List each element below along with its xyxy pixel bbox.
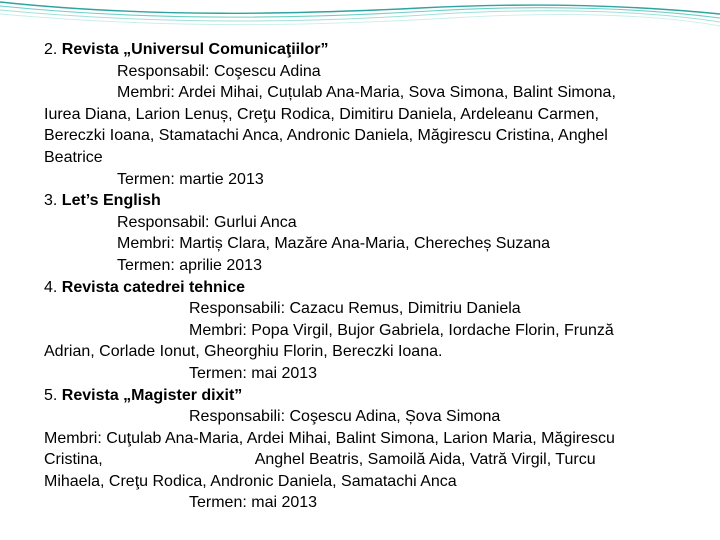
item-members: Membri: Cuţulab Ana-Maria, Ardei Mihai, Balint Simona, Larion Maria, Măgirescu	[44, 429, 615, 447]
item-deadline: Termen: martie 2013	[117, 170, 264, 188]
item-number: 4.	[44, 278, 58, 296]
item-deadline: Termen: aprilie 2013	[117, 256, 262, 274]
item-members: Membri: Martiș Clara, Mazăre Ana-Maria, Cherecheș Suzana	[117, 235, 551, 253]
item-heading	[44, 39, 696, 61]
decorative-wave-header	[0, 0, 720, 40]
item-title: Revista catedrei tehnice	[61, 278, 245, 296]
item-title: Revista „Universul Comunicaţiilor”	[61, 41, 329, 58]
item-members-continued	[44, 449, 696, 471]
members-fragment: Cristina,	[44, 451, 103, 469]
members-fragment: Anghel Beatris, Samoilă Aida, Vatră Virgil, Turcu	[254, 451, 596, 469]
item-members: Membri: Popa Virgil, Bujor Gabriela, Iordache Florin, Frunză	[189, 321, 614, 339]
item-responsible: Responsabili: Coşescu Adina, Șova Simona	[189, 408, 501, 426]
item-members-continued: Iurea Diana, Larion Lenuș, Creţu Rodica, Dimitiru Daniela, Ardeleanu Carmen, Bereczki Ioana, Stamatachi Anca, Andronic Daniela, Măgirescu Cristina, Anghel Beatrice	[44, 105, 608, 166]
item-members-continued: Mihaela, Creţu Rodica, Andronic Daniela, Samatachi Anca	[44, 472, 457, 490]
projects-list	[44, 39, 696, 514]
item-heading	[44, 385, 696, 407]
item-number: 3.	[44, 192, 58, 210]
item-members-continued: Adrian, Corlade Ionut, Gheorghiu Florin, Bereczki Ioana.	[44, 343, 443, 361]
item-title: Let’s English	[61, 192, 161, 210]
item-number: 5.	[44, 386, 58, 404]
item-responsible: Responsabil: Gurlui Anca	[117, 213, 297, 231]
item-deadline: Termen: mai 2013	[189, 364, 318, 382]
item-responsible: Responsabil: Coşescu Adina	[117, 62, 321, 80]
item-responsible: Responsabili: Cazacu Remus, Dimitriu Daniela	[189, 300, 521, 318]
item-heading	[44, 277, 696, 299]
item-heading	[44, 190, 696, 212]
item-number: 2.	[44, 41, 58, 58]
item-members: Membri: Ardei Mihai, Cuțulab Ana-Maria, Sova Simona, Balint Simona,	[117, 84, 616, 102]
item-deadline: Termen: mai 2013	[189, 494, 318, 512]
item-title: Revista „Magister dixit”	[61, 386, 243, 404]
